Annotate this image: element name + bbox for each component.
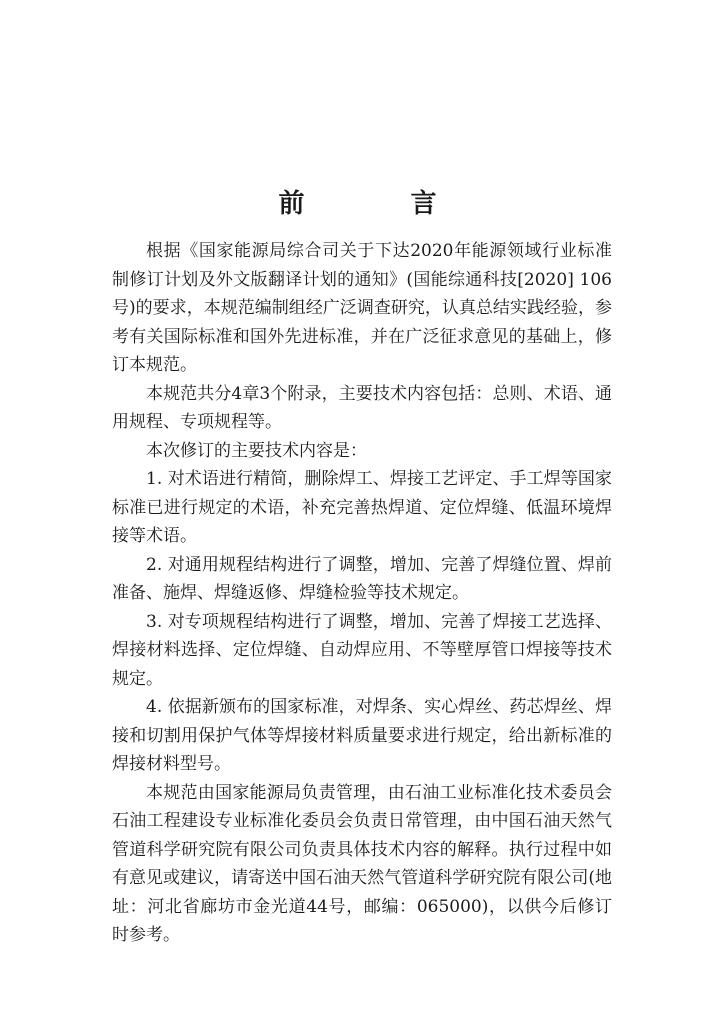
paragraph-revision-intro: 本次修订的主要技术内容是： <box>146 440 367 461</box>
paragraph-basis: 根据《国家能源局综合司关于下达2020年能源领域行业标准制修订计划及外文版翻译计划的通知》(国能综通科技[2020] 106号)的要求，本规范编制组经广泛调查研究，认真总结实践经验，参考有关国际标准和国外先进标准，并在广泛征求意见的基础上，修订本规范。 <box>112 241 612 375</box>
paragraph-revision-item-4: 4. 依据新颁布的国家标准，对焊条、实心焊丝、药芯焊丝、焊接和切割用保护气体等焊接材料质量要求进行规定，给出新标准的焊接材料型号。 <box>112 697 612 774</box>
paragraph-revision-item-1: 1. 对术语进行精简，删除焊工、焊接工艺评定、手工焊等国家标准已进行规定的术语，补充完善热焊道、定位焊缝、低温环境焊接等术语。 <box>112 469 612 546</box>
paragraph-revision-item-3: 3. 对专项规程结构进行了调整，增加、完善了焊接工艺选择、焊接材料选择、定位焊缝、自动焊应用、不等壁厚管口焊接等技术规定。 <box>112 611 612 689</box>
paragraph-structure: 本规范共分4章3个附录，主要技术内容包括：总则、术语、通用规程、专项规程等。 <box>112 383 612 432</box>
page-title: 前 言 <box>278 189 477 220</box>
paragraph-management: 本规范由国家能源局负责管理，由石油工业标准化技术委员会石油工程建设专业标准化委员会负责日常管理，由中国石油天然气管道科学研究院有限公司负责具体技术内容的解释。执行过程中如有意见或建议，请寄送中国石油天然气管道科学研究院有限公司(地址：河北省廊坊市金光道44号，邮编：065000)，以供今后修订时参考。 <box>112 782 612 945</box>
preface-body <box>112 237 612 950</box>
paragraph-revision-item-2: 2. 对通用规程结构进行了调整，增加、完善了焊缝位置、焊前准备、施焊、焊缝返修、焊缝检验等技术规定。 <box>112 554 612 603</box>
